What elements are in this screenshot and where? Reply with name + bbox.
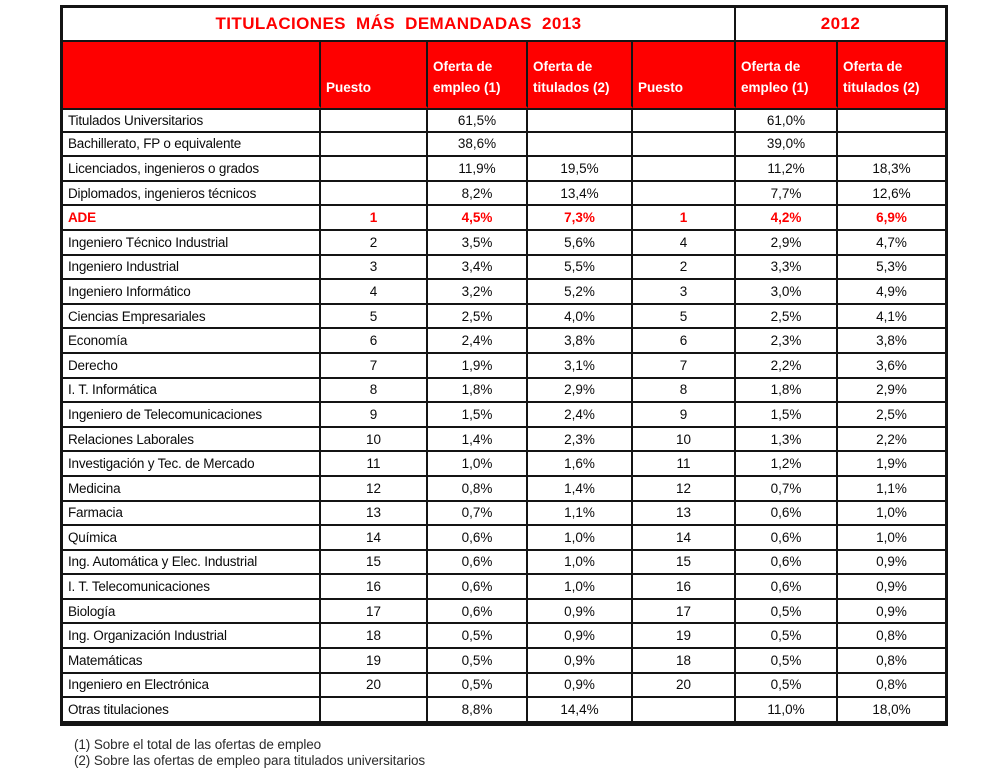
row-label: Ingeniero de Telecomunicaciones xyxy=(63,403,321,428)
table-row xyxy=(63,305,945,330)
header-degree-column xyxy=(63,42,321,108)
table-row xyxy=(63,157,945,182)
row-label: Economía xyxy=(63,329,321,354)
cell-puesto-2012: 17 xyxy=(633,600,736,625)
cell-puesto-2013: 11 xyxy=(321,452,428,477)
cell-oferta-titulados-2012: 2,2% xyxy=(838,428,945,453)
cell-oferta-titulados-2012: 12,6% xyxy=(838,182,945,207)
table-row xyxy=(63,428,945,453)
cell-oferta-titulados-2012: 0,8% xyxy=(838,624,945,649)
cell-oferta-titulados-2013: 3,1% xyxy=(528,354,633,379)
row-label: Ingeniero Industrial xyxy=(63,256,321,281)
cell-oferta-empleo-2012: 2,3% xyxy=(736,329,838,354)
cell-puesto-2013: 8 xyxy=(321,379,428,404)
cell-puesto-2013: 16 xyxy=(321,575,428,600)
cell-oferta-empleo-2012: 0,6% xyxy=(736,502,838,527)
cell-oferta-empleo-2012: 11,2% xyxy=(736,157,838,182)
cell-oferta-empleo-2012: 2,5% xyxy=(736,305,838,330)
row-label: Ciencias Empresariales xyxy=(63,305,321,330)
cell-oferta-titulados-2013: 5,6% xyxy=(528,231,633,256)
row-label: Ingeniero Informático xyxy=(63,280,321,305)
row-label: Matemáticas xyxy=(63,649,321,674)
cell-oferta-empleo-2013: 1,0% xyxy=(428,452,528,477)
cell-puesto-2012: 7 xyxy=(633,354,736,379)
cell-oferta-titulados-2013: 5,5% xyxy=(528,256,633,281)
table-row xyxy=(63,526,945,551)
table-row xyxy=(63,354,945,379)
cell-oferta-empleo-2013: 1,9% xyxy=(428,354,528,379)
cell-oferta-empleo-2012: 3,3% xyxy=(736,256,838,281)
cell-puesto-2012: 13 xyxy=(633,502,736,527)
cell-oferta-titulados-2012: 3,6% xyxy=(838,354,945,379)
header-oferta-empleo-2012: Oferta de empleo (1) xyxy=(736,42,838,108)
cell-oferta-empleo-2013: 0,6% xyxy=(428,551,528,576)
table-row xyxy=(63,600,945,625)
title-row xyxy=(63,8,945,42)
cell-oferta-empleo-2013: 8,2% xyxy=(428,182,528,207)
table-row xyxy=(63,502,945,527)
table-row xyxy=(63,256,945,281)
header-oferta-empleo-2013: Oferta de empleo (1) xyxy=(428,42,528,108)
row-label: Diplomados, ingenieros técnicos xyxy=(63,182,321,207)
cell-oferta-empleo-2013: 38,6% xyxy=(428,133,528,158)
cell-puesto-2013: 13 xyxy=(321,502,428,527)
cell-oferta-empleo-2013: 11,9% xyxy=(428,157,528,182)
cell-oferta-empleo-2013: 2,4% xyxy=(428,329,528,354)
cell-puesto-2012: 15 xyxy=(633,551,736,576)
cell-puesto-2012: 4 xyxy=(633,231,736,256)
demand-table xyxy=(60,5,948,726)
table-title-2013: TITULACIONES MÁS DEMANDADAS 2013 xyxy=(63,8,736,42)
cell-oferta-empleo-2013: 0,5% xyxy=(428,674,528,699)
cell-oferta-titulados-2012: 3,8% xyxy=(838,329,945,354)
cell-oferta-titulados-2012: 5,3% xyxy=(838,256,945,281)
cell-oferta-titulados-2013: 0,9% xyxy=(528,649,633,674)
cell-oferta-titulados-2013: 1,6% xyxy=(528,452,633,477)
cell-puesto-2013: 6 xyxy=(321,329,428,354)
cell-oferta-titulados-2013: 19,5% xyxy=(528,157,633,182)
table-row xyxy=(63,698,945,723)
cell-oferta-empleo-2012: 1,8% xyxy=(736,379,838,404)
cell-oferta-empleo-2012: 0,7% xyxy=(736,477,838,502)
footnotes xyxy=(74,737,425,769)
cell-oferta-empleo-2012: 1,5% xyxy=(736,403,838,428)
cell-oferta-titulados-2012: 4,7% xyxy=(838,231,945,256)
cell-oferta-titulados-2012: 0,9% xyxy=(838,575,945,600)
cell-puesto-2013: 3 xyxy=(321,256,428,281)
cell-puesto-2012: 18 xyxy=(633,649,736,674)
table-row xyxy=(63,649,945,674)
cell-puesto-2012: 11 xyxy=(633,452,736,477)
cell-oferta-titulados-2012: 2,5% xyxy=(838,403,945,428)
cell-oferta-empleo-2012: 2,2% xyxy=(736,354,838,379)
cell-oferta-titulados-2013 xyxy=(528,133,633,158)
footnote-2: (2) Sobre las ofertas de empleo para titulados universitarios xyxy=(74,753,426,768)
cell-puesto-2013 xyxy=(321,133,428,158)
cell-oferta-titulados-2012: 0,8% xyxy=(838,674,945,699)
cell-oferta-empleo-2013: 0,7% xyxy=(428,502,528,527)
cell-oferta-empleo-2013: 2,5% xyxy=(428,305,528,330)
cell-oferta-empleo-2013: 0,6% xyxy=(428,600,528,625)
table-row xyxy=(63,403,945,428)
cell-oferta-titulados-2013: 4,0% xyxy=(528,305,633,330)
cell-oferta-titulados-2013: 0,9% xyxy=(528,600,633,625)
table-body xyxy=(63,108,945,723)
table-row xyxy=(63,280,945,305)
cell-oferta-empleo-2013: 0,8% xyxy=(428,477,528,502)
cell-puesto-2012: 6 xyxy=(633,329,736,354)
cell-oferta-titulados-2012: 0,9% xyxy=(838,551,945,576)
cell-puesto-2013: 4 xyxy=(321,280,428,305)
cell-puesto-2013: 17 xyxy=(321,600,428,625)
cell-oferta-empleo-2013: 3,2% xyxy=(428,280,528,305)
cell-puesto-2013: 2 xyxy=(321,231,428,256)
cell-puesto-2013: 12 xyxy=(321,477,428,502)
cell-oferta-empleo-2013: 0,6% xyxy=(428,575,528,600)
row-label: Ingeniero en Electrónica xyxy=(63,674,321,699)
cell-oferta-empleo-2013: 0,5% xyxy=(428,624,528,649)
table-row xyxy=(63,624,945,649)
cell-puesto-2013: 5 xyxy=(321,305,428,330)
cell-puesto-2013: 9 xyxy=(321,403,428,428)
cell-oferta-empleo-2012: 0,5% xyxy=(736,624,838,649)
cell-oferta-empleo-2013: 4,5% xyxy=(428,206,528,231)
row-label: Medicina xyxy=(63,477,321,502)
cell-puesto-2012: 2 xyxy=(633,256,736,281)
cell-oferta-titulados-2013: 0,9% xyxy=(528,674,633,699)
row-label: Farmacia xyxy=(63,502,321,527)
cell-oferta-titulados-2012: 1,0% xyxy=(838,526,945,551)
table-row xyxy=(63,575,945,600)
cell-oferta-empleo-2012: 0,6% xyxy=(736,551,838,576)
table-row xyxy=(63,477,945,502)
cell-oferta-titulados-2013: 3,8% xyxy=(528,329,633,354)
header-puesto-2012: Puesto xyxy=(633,42,736,108)
header-puesto-2013: Puesto xyxy=(321,42,428,108)
table-title-2012: 2012 xyxy=(736,8,945,42)
table-row xyxy=(63,206,945,231)
row-label: I. T. Informática xyxy=(63,379,321,404)
cell-oferta-titulados-2013: 14,4% xyxy=(528,698,633,723)
cell-puesto-2013: 1 xyxy=(321,206,428,231)
cell-oferta-empleo-2012: 0,5% xyxy=(736,649,838,674)
cell-oferta-titulados-2013: 1,0% xyxy=(528,551,633,576)
cell-oferta-titulados-2013: 2,4% xyxy=(528,403,633,428)
cell-oferta-empleo-2012: 1,3% xyxy=(736,428,838,453)
cell-oferta-empleo-2013: 3,5% xyxy=(428,231,528,256)
header-row xyxy=(63,42,945,108)
cell-puesto-2013: 10 xyxy=(321,428,428,453)
row-label: Química xyxy=(63,526,321,551)
cell-puesto-2013: 20 xyxy=(321,674,428,699)
cell-oferta-titulados-2013: 13,4% xyxy=(528,182,633,207)
cell-puesto-2012: 14 xyxy=(633,526,736,551)
cell-oferta-empleo-2012: 4,2% xyxy=(736,206,838,231)
cell-oferta-titulados-2012: 0,8% xyxy=(838,649,945,674)
cell-puesto-2012: 19 xyxy=(633,624,736,649)
table-row xyxy=(63,551,945,576)
cell-oferta-empleo-2012: 2,9% xyxy=(736,231,838,256)
cell-puesto-2012: 16 xyxy=(633,575,736,600)
table-row xyxy=(63,329,945,354)
cell-oferta-titulados-2013: 7,3% xyxy=(528,206,633,231)
cell-puesto-2013: 7 xyxy=(321,354,428,379)
table-row xyxy=(63,231,945,256)
row-label: Relaciones Laborales xyxy=(63,428,321,453)
table-row xyxy=(63,133,945,158)
cell-oferta-titulados-2012: 18,3% xyxy=(838,157,945,182)
cell-oferta-empleo-2013: 0,6% xyxy=(428,526,528,551)
cell-oferta-empleo-2012: 3,0% xyxy=(736,280,838,305)
cell-oferta-empleo-2012: 7,7% xyxy=(736,182,838,207)
cell-oferta-empleo-2012: 61,0% xyxy=(736,108,838,133)
cell-oferta-titulados-2012: 1,9% xyxy=(838,452,945,477)
cell-puesto-2013 xyxy=(321,182,428,207)
cell-oferta-titulados-2013: 1,0% xyxy=(528,575,633,600)
cell-puesto-2012 xyxy=(633,698,736,723)
cell-puesto-2013 xyxy=(321,698,428,723)
cell-puesto-2012: 10 xyxy=(633,428,736,453)
cell-puesto-2013: 19 xyxy=(321,649,428,674)
row-label: Bachillerato, FP o equivalente xyxy=(63,133,321,158)
cell-puesto-2013 xyxy=(321,108,428,133)
cell-puesto-2013: 18 xyxy=(321,624,428,649)
cell-oferta-titulados-2012: 18,0% xyxy=(838,698,945,723)
cell-oferta-titulados-2013: 1,4% xyxy=(528,477,633,502)
row-label: Derecho xyxy=(63,354,321,379)
cell-puesto-2012 xyxy=(633,108,736,133)
cell-oferta-titulados-2012: 2,9% xyxy=(838,379,945,404)
cell-oferta-empleo-2013: 1,5% xyxy=(428,403,528,428)
cell-oferta-titulados-2013: 2,3% xyxy=(528,428,633,453)
row-label: Titulados Universitarios xyxy=(63,108,321,133)
cell-oferta-titulados-2012: 6,9% xyxy=(838,206,945,231)
cell-oferta-titulados-2012 xyxy=(838,133,945,158)
row-label: Biología xyxy=(63,600,321,625)
footnote-1: (1) Sobre el total de las ofertas de empleo xyxy=(74,737,322,752)
table-row xyxy=(63,674,945,699)
cell-oferta-titulados-2012 xyxy=(838,108,945,133)
cell-puesto-2013: 14 xyxy=(321,526,428,551)
header-oferta-titulados-2012: Oferta de titulados (2) xyxy=(838,42,945,108)
table-row xyxy=(63,452,945,477)
cell-puesto-2012 xyxy=(633,133,736,158)
cell-puesto-2012 xyxy=(633,157,736,182)
cell-oferta-empleo-2013: 8,8% xyxy=(428,698,528,723)
table-row xyxy=(63,379,945,404)
table-row xyxy=(63,182,945,207)
row-label: Ing. Automática y Elec. Industrial xyxy=(63,551,321,576)
cell-oferta-titulados-2012: 0,9% xyxy=(838,600,945,625)
cell-puesto-2012: 3 xyxy=(633,280,736,305)
cell-oferta-titulados-2013: 1,0% xyxy=(528,526,633,551)
cell-oferta-empleo-2012: 0,5% xyxy=(736,600,838,625)
cell-oferta-empleo-2013: 0,5% xyxy=(428,649,528,674)
cell-oferta-titulados-2013: 0,9% xyxy=(528,624,633,649)
cell-oferta-empleo-2012: 1,2% xyxy=(736,452,838,477)
cell-oferta-empleo-2012: 0,6% xyxy=(736,526,838,551)
cell-oferta-titulados-2013: 1,1% xyxy=(528,502,633,527)
cell-oferta-empleo-2012: 0,6% xyxy=(736,575,838,600)
cell-puesto-2013: 15 xyxy=(321,551,428,576)
cell-puesto-2012: 20 xyxy=(633,674,736,699)
cell-oferta-empleo-2012: 11,0% xyxy=(736,698,838,723)
cell-oferta-empleo-2013: 1,4% xyxy=(428,428,528,453)
cell-puesto-2012 xyxy=(633,182,736,207)
cell-puesto-2012: 9 xyxy=(633,403,736,428)
row-label: I. T. Telecomunicaciones xyxy=(63,575,321,600)
cell-oferta-titulados-2012: 1,1% xyxy=(838,477,945,502)
row-label: ADE xyxy=(63,206,321,231)
cell-puesto-2012: 5 xyxy=(633,305,736,330)
cell-oferta-titulados-2013 xyxy=(528,108,633,133)
cell-oferta-titulados-2012: 4,9% xyxy=(838,280,945,305)
row-label: Otras titulaciones xyxy=(63,698,321,723)
row-label: Ing. Organización Industrial xyxy=(63,624,321,649)
row-label: Licenciados, ingenieros o grados xyxy=(63,157,321,182)
cell-puesto-2012: 8 xyxy=(633,379,736,404)
header-oferta-titulados-2013: Oferta de titulados (2) xyxy=(528,42,633,108)
cell-puesto-2013 xyxy=(321,157,428,182)
cell-oferta-empleo-2013: 61,5% xyxy=(428,108,528,133)
row-label: Investigación y Tec. de Mercado xyxy=(63,452,321,477)
cell-oferta-titulados-2012: 4,1% xyxy=(838,305,945,330)
table-row xyxy=(63,108,945,133)
cell-oferta-titulados-2013: 5,2% xyxy=(528,280,633,305)
cell-oferta-empleo-2013: 1,8% xyxy=(428,379,528,404)
cell-oferta-titulados-2012: 1,0% xyxy=(838,502,945,527)
cell-oferta-titulados-2013: 2,9% xyxy=(528,379,633,404)
cell-puesto-2012: 12 xyxy=(633,477,736,502)
cell-oferta-empleo-2012: 0,5% xyxy=(736,674,838,699)
row-label: Ingeniero Técnico Industrial xyxy=(63,231,321,256)
cell-oferta-empleo-2013: 3,4% xyxy=(428,256,528,281)
cell-oferta-empleo-2012: 39,0% xyxy=(736,133,838,158)
cell-puesto-2012: 1 xyxy=(633,206,736,231)
